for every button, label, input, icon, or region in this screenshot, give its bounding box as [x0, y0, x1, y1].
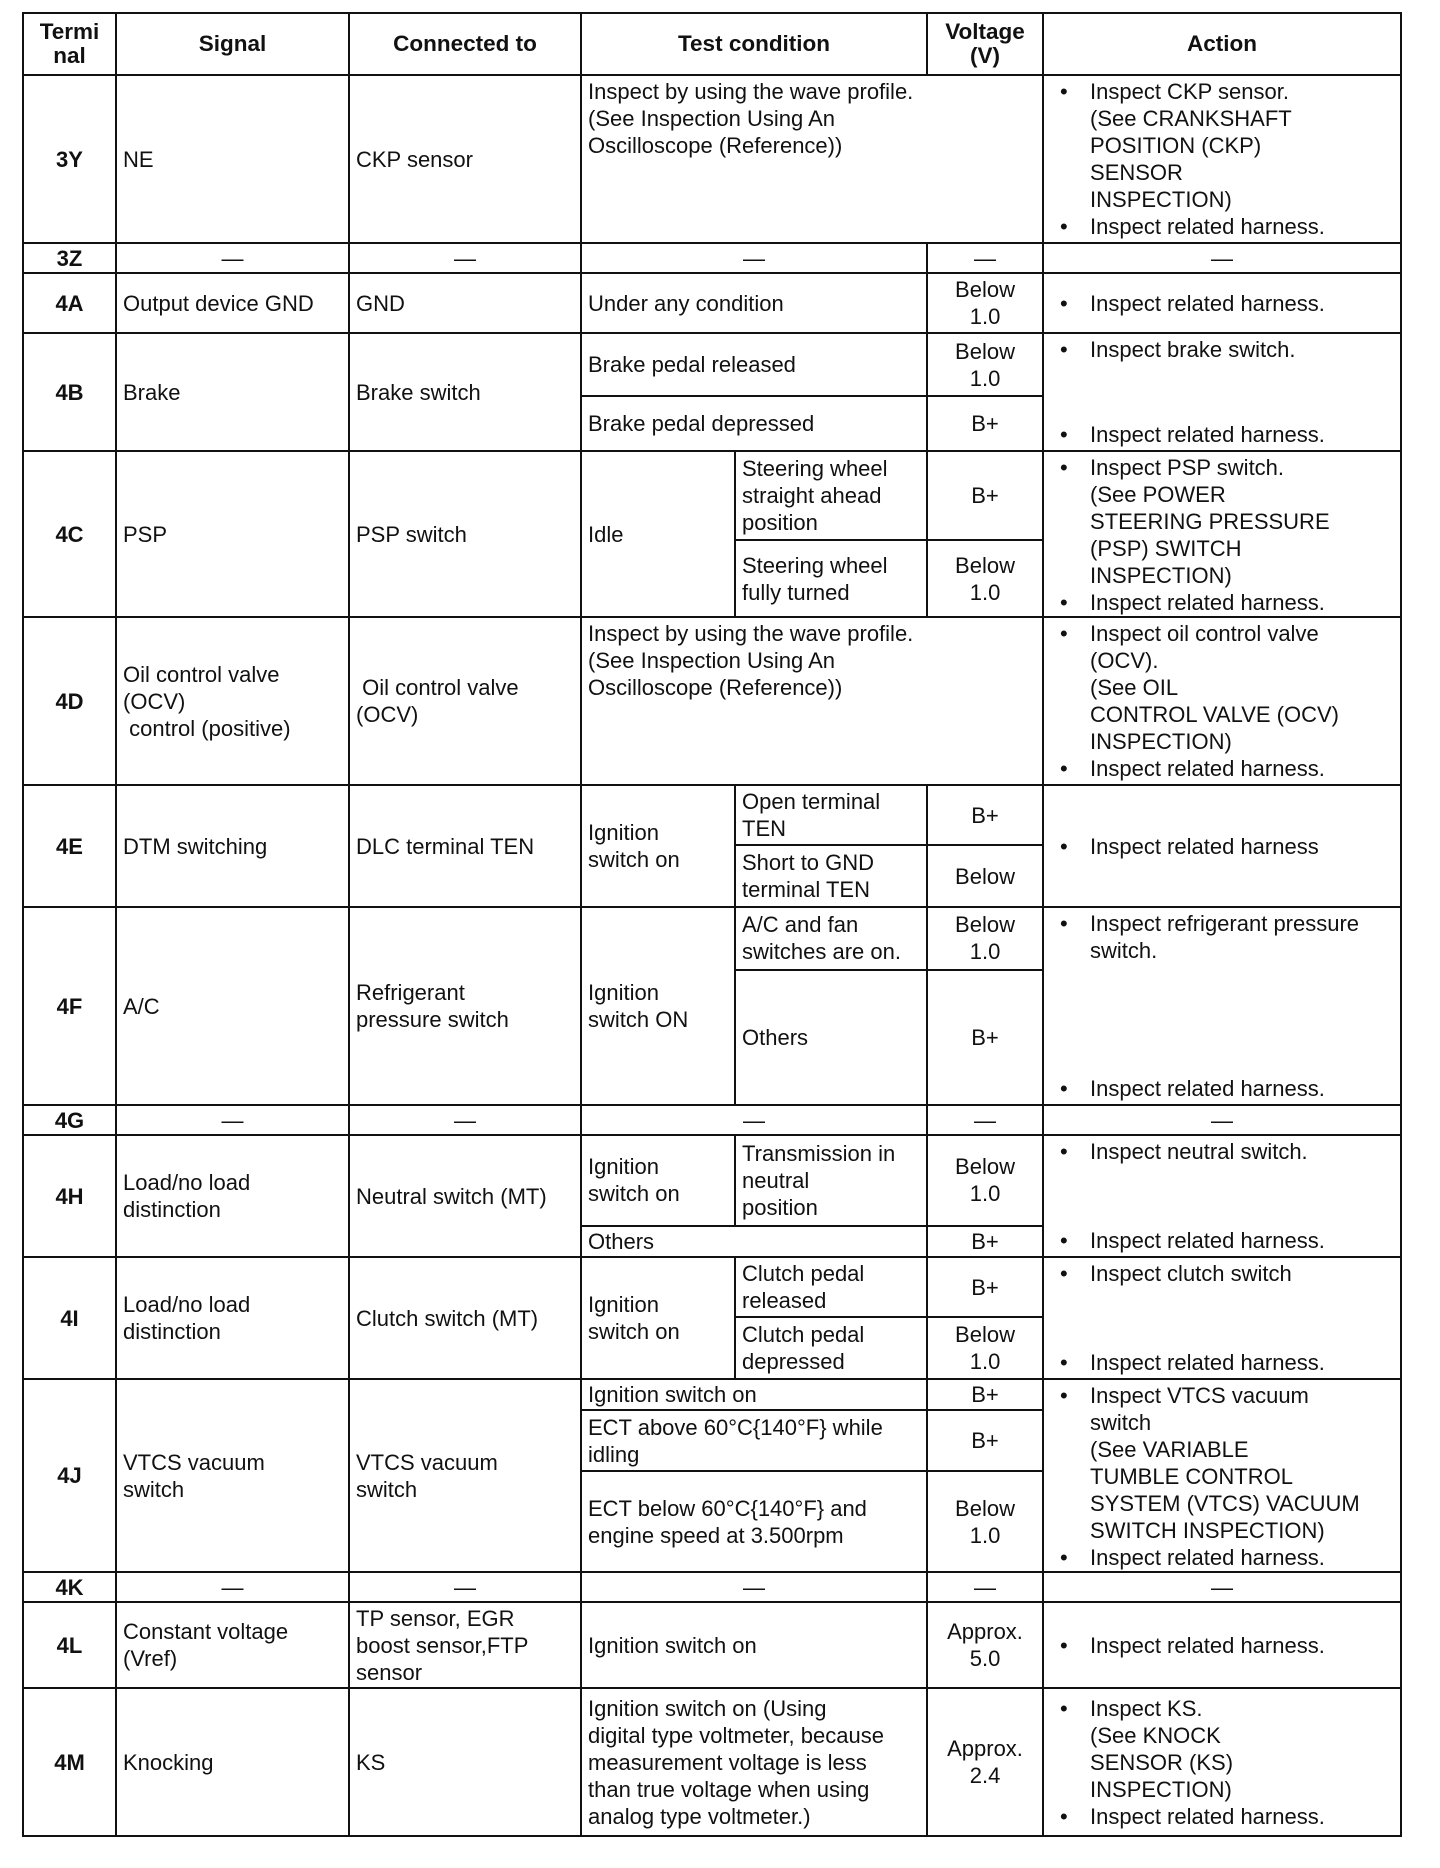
condition-4C: Idle: [581, 451, 735, 617]
signal-4K: —: [116, 1572, 349, 1602]
signal-4B: Brake: [116, 333, 349, 451]
signal-4D: Oil control valve (OCV) control (positive): [116, 617, 349, 785]
header-terminal: Termi nal: [23, 13, 116, 75]
action-4K: —: [1043, 1572, 1401, 1602]
action-4M: [1043, 1688, 1401, 1836]
action-4I-item-2: • Inspect related harness.: [1090, 1349, 1394, 1376]
action-3Y-item-2: • Inspect related harness.: [1090, 213, 1394, 240]
action-4M-item-1: • Inspect KS. (See KNOCK SENSOR (KS) INSPECTION): [1090, 1695, 1394, 1803]
table-row-3Z: [23, 243, 1401, 273]
condition-4H: Ignition switch on: [581, 1135, 735, 1226]
connected-4I: Clutch switch (MT): [349, 1257, 581, 1379]
action-4E: [1043, 785, 1401, 907]
connected-4B: Brake switch: [349, 333, 581, 451]
terminal-4L: 4L: [23, 1602, 116, 1688]
test-4J-2: ECT above 60°C{140°F} while idling: [581, 1410, 927, 1472]
terminal-4A: 4A: [23, 273, 116, 333]
voltage-4J-2: B+: [927, 1410, 1043, 1472]
table-row-4I: [23, 1257, 1401, 1317]
voltage-4J-1: B+: [927, 1379, 1043, 1410]
voltage-4F-1: Below 1.0: [927, 907, 1043, 970]
connected-4A: GND: [349, 273, 581, 333]
signal-4E: DTM switching: [116, 785, 349, 907]
test-4J-3: ECT below 60°C{140°F} and engine speed at 3.500rpm: [581, 1471, 927, 1572]
action-4H: [1043, 1135, 1401, 1257]
voltage-4E-2: Below: [927, 845, 1043, 907]
subcondition-4E-1: Open terminal TEN: [735, 785, 927, 845]
action-4D: [1043, 617, 1401, 785]
table-row-4K: [23, 1572, 1401, 1602]
voltage-4M: Approx. 2.4: [927, 1688, 1043, 1836]
terminal-3Z: 3Z: [23, 243, 116, 273]
voltage-4H-2: B+: [927, 1226, 1043, 1257]
table-row-4B: [23, 333, 1401, 396]
connected-3Y: CKP sensor: [349, 75, 581, 243]
test-4G: —: [581, 1105, 927, 1135]
table-row-4A: [23, 273, 1401, 333]
terminal-inspection-table: [22, 12, 1402, 1837]
connected-4C: PSP switch: [349, 451, 581, 617]
terminal-4F: 4F: [23, 907, 116, 1105]
action-3Z: —: [1043, 243, 1401, 273]
subcondition-4F-1: A/C and fan switches are on.: [735, 907, 927, 970]
table-row-4G: [23, 1105, 1401, 1135]
test-3Z: —: [581, 243, 927, 273]
header-action: Action: [1043, 13, 1401, 75]
action-4L: [1043, 1602, 1401, 1688]
subcondition-4H-1: Transmission in neutral position: [735, 1135, 927, 1226]
subcondition-4E-2: Short to GND terminal TEN: [735, 845, 927, 907]
table-row-4D: [23, 617, 1401, 785]
signal-4J: VTCS vacuum switch: [116, 1379, 349, 1572]
subcondition-4C-2: Steering wheel fully turned: [735, 540, 927, 617]
table-row-4L: [23, 1602, 1401, 1688]
test-4K: —: [581, 1572, 927, 1602]
action-4M-item-2: • Inspect related harness.: [1090, 1803, 1394, 1830]
action-3Y-item-1: • Inspect CKP sensor. (See CRANKSHAFT POSITION (CKP) SENSOR INSPECTION): [1090, 78, 1394, 213]
action-4H-item-2: • Inspect related harness.: [1090, 1227, 1394, 1254]
action-4I-item-1: • Inspect clutch switch: [1090, 1260, 1394, 1287]
connected-4J: VTCS vacuum switch: [349, 1379, 581, 1572]
signal-4H: Load/no load distinction: [116, 1135, 349, 1257]
terminal-inspection-table-sheet: [22, 12, 1400, 1837]
action-4A-item-1: • Inspect related harness.: [1090, 290, 1394, 317]
voltage-4L: Approx. 5.0: [927, 1602, 1043, 1688]
signal-4A: Output device GND: [116, 273, 349, 333]
voltage-4K: —: [927, 1572, 1043, 1602]
action-4G: —: [1043, 1105, 1401, 1135]
signal-4M: Knocking: [116, 1688, 349, 1836]
action-4D-item-2: • Inspect related harness.: [1090, 755, 1394, 782]
action-4I: [1043, 1257, 1401, 1379]
action-4C: [1043, 451, 1401, 617]
condition-4E: Ignition switch on: [581, 785, 735, 907]
connected-3Z: —: [349, 243, 581, 273]
header-test-condition: Test condition: [581, 13, 927, 75]
table-row-4H: [23, 1135, 1401, 1226]
action-3Y: [1043, 75, 1401, 243]
action-4C-item-2: • Inspect related harness.: [1090, 589, 1394, 616]
signal-4F: A/C: [116, 907, 349, 1105]
subcondition-4I-2: Clutch pedal depressed: [735, 1317, 927, 1379]
action-4F: [1043, 907, 1401, 1105]
connected-4D: Oil control valve (OCV): [349, 617, 581, 785]
test-4J-1: Ignition switch on: [581, 1379, 927, 1410]
action-4A: [1043, 273, 1401, 333]
connected-4H: Neutral switch (MT): [349, 1135, 581, 1257]
signal-3Z: —: [116, 243, 349, 273]
condition-4F: Ignition switch ON: [581, 907, 735, 1105]
voltage-4A: Below 1.0: [927, 273, 1043, 333]
action-4E-item-1: • Inspect related harness: [1090, 833, 1394, 860]
signal-4I: Load/no load distinction: [116, 1257, 349, 1379]
action-4J-item-2: • Inspect related harness.: [1090, 1544, 1394, 1571]
table-row-4F: [23, 907, 1401, 970]
signal-4C: PSP: [116, 451, 349, 617]
table-row-3Y: [23, 75, 1401, 243]
connected-4F: Refrigerant pressure switch: [349, 907, 581, 1105]
action-4H-item-1: • Inspect neutral switch.: [1090, 1138, 1394, 1165]
voltage-4H-1: Below 1.0: [927, 1135, 1043, 1226]
table-row-4E: [23, 785, 1401, 845]
signal-3Y: NE: [116, 75, 349, 243]
action-4L-item-1: • Inspect related harness.: [1090, 1632, 1394, 1659]
voltage-4B-2: B+: [927, 396, 1043, 451]
signal-4L: Constant voltage (Vref): [116, 1602, 349, 1688]
test-3Y: Inspect by using the wave profile. (See Inspection Using An Oscilloscope (Reference)): [581, 75, 1043, 243]
terminal-4H: 4H: [23, 1135, 116, 1257]
subcondition-4I-1: Clutch pedal released: [735, 1257, 927, 1317]
voltage-4B-1: Below 1.0: [927, 333, 1043, 396]
test-4B-2: Brake pedal depressed: [581, 396, 927, 451]
header-voltage: Voltage (V): [927, 13, 1043, 75]
voltage-4E-1: B+: [927, 785, 1043, 845]
terminal-4G: 4G: [23, 1105, 116, 1135]
terminal-4I: 4I: [23, 1257, 116, 1379]
action-4B-item-1: • Inspect brake switch.: [1090, 336, 1394, 363]
voltage-4I-1: B+: [927, 1257, 1043, 1317]
test-4D: Inspect by using the wave profile. (See Inspection Using An Oscilloscope (Reference)): [581, 617, 1043, 785]
terminal-4M: 4M: [23, 1688, 116, 1836]
action-4J: [1043, 1379, 1401, 1572]
action-4F-item-2: • Inspect related harness.: [1090, 1075, 1394, 1102]
terminal-4D: 4D: [23, 617, 116, 785]
test-4B-1: Brake pedal released: [581, 333, 927, 396]
header-signal: Signal: [116, 13, 349, 75]
action-4B: [1043, 333, 1401, 451]
connected-4E: DLC terminal TEN: [349, 785, 581, 907]
subcondition-4C-1: Steering wheel straight ahead position: [735, 451, 927, 540]
terminal-4K: 4K: [23, 1572, 116, 1602]
table-row-4J: [23, 1379, 1401, 1410]
action-4J-item-1: • Inspect VTCS vacuum switch (See VARIABLE TUMBLE CONTROL SYSTEM (VTCS) VACUUM SWITCH INSPECTION): [1090, 1382, 1394, 1544]
connected-4K: —: [349, 1572, 581, 1602]
connected-4L: TP sensor, EGR boost sensor,FTP sensor: [349, 1602, 581, 1688]
action-4B-item-2: • Inspect related harness.: [1090, 421, 1394, 448]
voltage-4J-3: Below 1.0: [927, 1471, 1043, 1572]
subcondition-4F-2: Others: [735, 970, 927, 1105]
test-4A: Under any condition: [581, 273, 927, 333]
action-4F-item-1: • Inspect refrigerant pressure switch.: [1090, 910, 1394, 964]
header-row: [23, 13, 1401, 75]
terminal-3Y: 3Y: [23, 75, 116, 243]
signal-4G: —: [116, 1105, 349, 1135]
header-connected-to: Connected to: [349, 13, 581, 75]
voltage-3Z: —: [927, 243, 1043, 273]
voltage-4C-1: B+: [927, 451, 1043, 540]
terminal-4B: 4B: [23, 333, 116, 451]
terminal-4J: 4J: [23, 1379, 116, 1572]
connected-4M: KS: [349, 1688, 581, 1836]
voltage-4I-2: Below 1.0: [927, 1317, 1043, 1379]
table-row-4M: [23, 1688, 1401, 1836]
terminal-4E: 4E: [23, 785, 116, 907]
connected-4G: —: [349, 1105, 581, 1135]
condition-4I: Ignition switch on: [581, 1257, 735, 1379]
test-4M: Ignition switch on (Using digital type voltmeter, because measurement voltage is less than true voltage when using analog type voltmeter.): [581, 1688, 927, 1836]
voltage-4G: —: [927, 1105, 1043, 1135]
test-4L: Ignition switch on: [581, 1602, 927, 1688]
terminal-4C: 4C: [23, 451, 116, 617]
table-row-4C: [23, 451, 1401, 540]
action-4C-item-1: • Inspect PSP switch. (See POWER STEERING PRESSURE (PSP) SWITCH INSPECTION): [1090, 454, 1394, 589]
voltage-4C-2: Below 1.0: [927, 540, 1043, 617]
test-4H-2: Others: [581, 1226, 927, 1257]
action-4D-item-1: • Inspect oil control valve (OCV). (See OIL CONTROL VALVE (OCV) INSPECTION): [1090, 620, 1394, 755]
voltage-4F-2: B+: [927, 970, 1043, 1105]
